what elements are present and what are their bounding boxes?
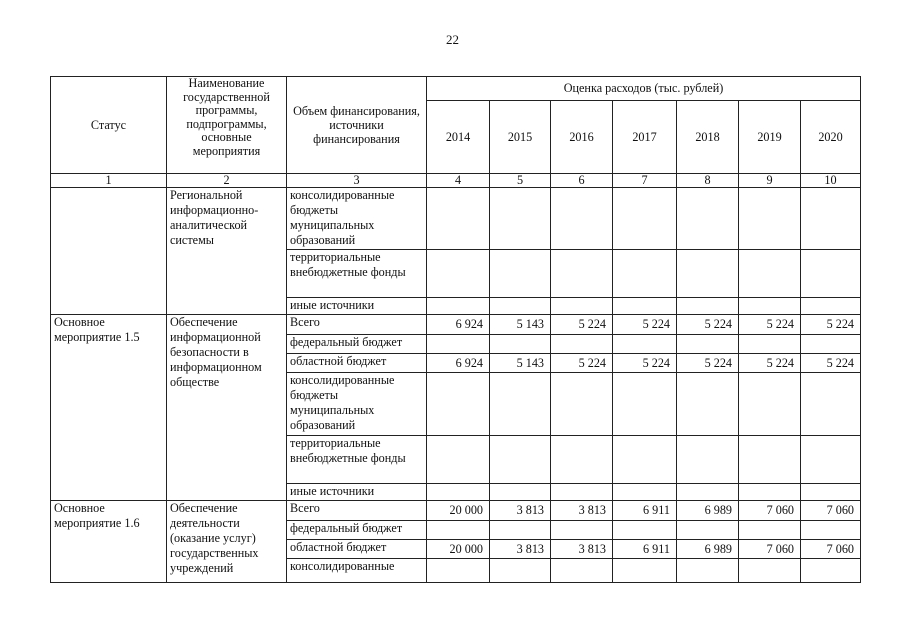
funding-source-cell: областной бюджет	[287, 540, 427, 559]
value-cell	[739, 335, 801, 354]
header-year: 2016	[551, 101, 613, 174]
value-cell	[551, 484, 613, 501]
header-volume: Объем финансирования, источники финансирования	[287, 77, 427, 174]
value-cell	[613, 484, 677, 501]
value-cell: 5 224	[551, 315, 613, 335]
table-row	[51, 188, 861, 250]
header-row	[51, 77, 861, 101]
funding-source-cell: территориальные внебюджетные фонды	[287, 436, 427, 484]
column-number: 4	[427, 174, 490, 188]
program-name-cell: Обеспечение информационной безопасности в информационном обществе	[167, 315, 287, 501]
program-name-cell: Обеспечение деятельности (оказание услуг) государственных учреждений	[167, 501, 287, 583]
value-cell: 7 060	[801, 540, 861, 559]
value-cell	[427, 250, 490, 298]
value-cell	[427, 298, 490, 315]
column-number: 3	[287, 174, 427, 188]
funding-source-cell: территориальные внебюджетные фонды	[287, 250, 427, 298]
value-cell	[677, 521, 739, 540]
value-cell	[677, 188, 739, 250]
column-number: 5	[490, 174, 551, 188]
funding-source-cell: федеральный бюджет	[287, 521, 427, 540]
value-cell	[551, 436, 613, 484]
value-cell: 20 000	[427, 540, 490, 559]
value-cell	[613, 250, 677, 298]
funding-source-cell: консолидированные	[287, 559, 427, 583]
header-year: 2017	[613, 101, 677, 174]
value-cell	[551, 559, 613, 583]
value-cell	[427, 436, 490, 484]
value-cell	[739, 188, 801, 250]
page-number: 22	[446, 32, 459, 47]
value-cell: 6 989	[677, 540, 739, 559]
funding-source-cell: консолидированные бюджеты муниципальных образований	[287, 373, 427, 436]
value-cell: 3 813	[490, 501, 551, 521]
header-year: 2020	[801, 101, 861, 174]
value-cell	[490, 559, 551, 583]
value-cell: 7 060	[739, 501, 801, 521]
column-numbers-row	[51, 174, 861, 188]
value-cell: 5 224	[677, 315, 739, 335]
value-cell	[677, 484, 739, 501]
funding-source-cell: иные источники	[287, 298, 427, 315]
value-cell	[551, 188, 613, 250]
funding-source-cell: иные источники	[287, 484, 427, 501]
header-status: Статус	[51, 77, 167, 174]
value-cell	[427, 484, 490, 501]
value-cell	[739, 373, 801, 436]
value-cell: 6 911	[613, 501, 677, 521]
header-year: 2014	[427, 101, 490, 174]
value-cell	[801, 373, 861, 436]
value-cell: 5 224	[551, 354, 613, 373]
value-cell	[613, 436, 677, 484]
header-year: 2019	[739, 101, 801, 174]
value-cell	[801, 559, 861, 583]
value-cell	[427, 521, 490, 540]
value-cell	[677, 436, 739, 484]
value-cell: 3 813	[490, 540, 551, 559]
value-cell	[739, 521, 801, 540]
value-cell: 7 060	[739, 540, 801, 559]
value-cell	[739, 250, 801, 298]
value-cell	[490, 521, 551, 540]
value-cell: 5 224	[613, 315, 677, 335]
column-number: 2	[167, 174, 287, 188]
value-cell	[551, 298, 613, 315]
column-number: 10	[801, 174, 861, 188]
value-cell	[427, 335, 490, 354]
column-number: 7	[613, 174, 677, 188]
status-cell: Основное мероприятие 1.5	[51, 315, 167, 501]
value-cell	[490, 298, 551, 315]
value-cell	[613, 373, 677, 436]
value-cell	[613, 559, 677, 583]
value-cell: 7 060	[801, 501, 861, 521]
header-year: 2015	[490, 101, 551, 174]
expenditure-table	[50, 76, 861, 583]
value-cell: 3 813	[551, 540, 613, 559]
value-cell	[801, 298, 861, 315]
value-cell	[490, 373, 551, 436]
value-cell: 5 224	[739, 315, 801, 335]
value-cell	[551, 373, 613, 436]
status-cell: Основное мероприятие 1.6	[51, 501, 167, 583]
value-cell	[801, 188, 861, 250]
column-number: 9	[739, 174, 801, 188]
value-cell	[613, 298, 677, 315]
value-cell	[677, 250, 739, 298]
value-cell	[739, 436, 801, 484]
value-cell: 3 813	[551, 501, 613, 521]
value-cell	[427, 188, 490, 250]
value-cell: 5 224	[613, 354, 677, 373]
header-name: Наименование государственной программы, подпрограммы, основные мероприятия	[167, 77, 287, 174]
value-cell: 6 911	[613, 540, 677, 559]
value-cell	[677, 559, 739, 583]
header-estimate: Оценка расходов (тыс. рублей)	[427, 77, 861, 101]
value-cell	[613, 521, 677, 540]
table-row	[51, 315, 861, 335]
column-number: 6	[551, 174, 613, 188]
value-cell	[677, 373, 739, 436]
value-cell	[427, 559, 490, 583]
value-cell	[613, 335, 677, 354]
value-cell: 5 224	[801, 354, 861, 373]
column-number: 8	[677, 174, 739, 188]
funding-source-cell: Всего	[287, 315, 427, 335]
value-cell	[490, 335, 551, 354]
value-cell: 6 989	[677, 501, 739, 521]
value-cell	[490, 250, 551, 298]
value-cell	[801, 436, 861, 484]
value-cell: 5 143	[490, 315, 551, 335]
value-cell	[551, 335, 613, 354]
status-cell	[51, 188, 167, 315]
program-name-cell: Региональной информационно-аналитической системы	[167, 188, 287, 315]
value-cell: 5 224	[677, 354, 739, 373]
value-cell	[739, 484, 801, 501]
funding-source-cell: Всего	[287, 501, 427, 521]
value-cell: 5 224	[801, 315, 861, 335]
value-cell	[490, 436, 551, 484]
value-cell	[677, 298, 739, 315]
header-year: 2018	[677, 101, 739, 174]
value-cell	[551, 250, 613, 298]
value-cell: 20 000	[427, 501, 490, 521]
value-cell	[801, 484, 861, 501]
value-cell	[490, 188, 551, 250]
value-cell: 6 924	[427, 315, 490, 335]
value-cell	[739, 298, 801, 315]
table-row	[51, 501, 861, 521]
column-number: 1	[51, 174, 167, 188]
funding-source-cell: областной бюджет	[287, 354, 427, 373]
value-cell: 5 143	[490, 354, 551, 373]
value-cell	[677, 335, 739, 354]
value-cell	[551, 521, 613, 540]
value-cell	[801, 250, 861, 298]
value-cell	[427, 373, 490, 436]
funding-source-cell: федеральный бюджет	[287, 335, 427, 354]
funding-source-cell: консолидированные бюджеты муниципальных образований	[287, 188, 427, 250]
value-cell: 5 224	[739, 354, 801, 373]
value-cell: 6 924	[427, 354, 490, 373]
value-cell	[490, 484, 551, 501]
value-cell	[801, 521, 861, 540]
value-cell	[739, 559, 801, 583]
value-cell	[613, 188, 677, 250]
value-cell	[801, 335, 861, 354]
